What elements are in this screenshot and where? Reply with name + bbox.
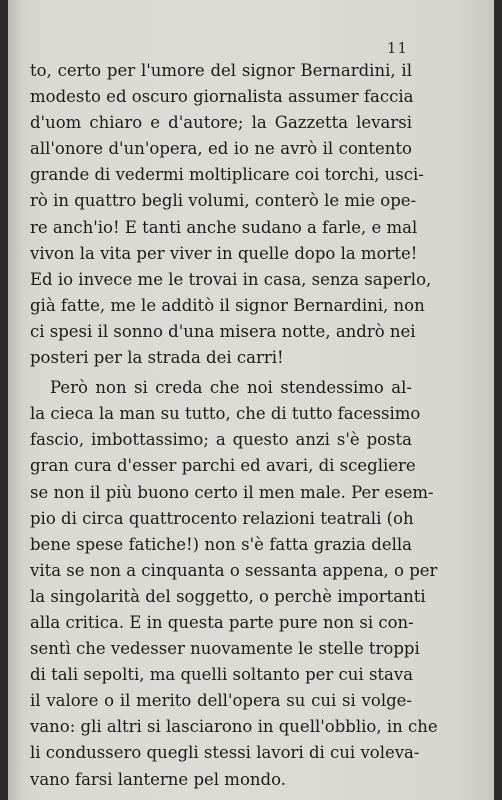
- text-line: di tali sepolti, ma quelli soltanto per cui stava: [30, 665, 414, 685]
- text-line: vano farsi lanterne pel mondo.: [30, 769, 286, 789]
- text-line: re anch'io! E tanti anche sudano a farle, e mal: [30, 217, 418, 237]
- page-number: 11: [386, 39, 408, 57]
- text-line: Ed io invece me le trovai in casa, senza saperlo,: [30, 269, 432, 289]
- text-line: ci spesi il sonno d'una misera notte, andrò nei: [30, 321, 416, 341]
- text-line: li condussero quegli stessi lavori di cui voleva-: [30, 743, 420, 763]
- paragraph-1: [30, 58, 432, 371]
- text-line: la singolarità del soggetto, o perchè importanti: [30, 586, 426, 606]
- text-line: il valore o il merito dell'opera su cui si volge-: [30, 691, 412, 711]
- text-line: d'uom chiaro e d'autore; la Gazzetta levarsi: [30, 113, 412, 133]
- paragraph-2: [30, 375, 438, 793]
- text-line: modesto ed oscuro giornalista assumer faccia: [30, 87, 414, 107]
- text-line: vita se non a cinquanta o sessanta appena, o per: [30, 560, 438, 580]
- text-line: vivon la vita per viver in quelle dopo la morte!: [30, 243, 418, 263]
- text-line: gran cura d'esser parchi ed avari, di scegliere: [30, 456, 416, 476]
- text-line: fascio, imbottassimo; a questo anzi s'è posta: [30, 430, 412, 450]
- text-line: se non il più buono certo il men male. Per esem-: [30, 482, 434, 502]
- text-line: alla critica. E in questa parte pure non si con-: [30, 612, 414, 632]
- text-line: all'onore d'un'opera, ed io ne avrò il contento: [30, 139, 412, 159]
- text-line: già fatte, me le additò il signor Bernardini, non: [30, 295, 425, 315]
- text-line: vano: gli altri si lasciarono in quell'obblio, in che: [30, 717, 438, 737]
- text-line: la cieca la man su tutto, che di tutto facessimo: [30, 404, 421, 424]
- text-line: pio di circa quattrocento relazioni teatrali (oh: [30, 508, 414, 528]
- text-line: rò in quattro begli volumi, conterò le mie ope-: [30, 191, 417, 211]
- text-line: bene spese fatiche!) non s'è fatta grazia della: [30, 534, 412, 554]
- text-line: Però non si creda che noi stendessimo al-: [50, 378, 412, 398]
- text-line: grande di vedermi moltiplicare coi torchi, usci-: [30, 165, 424, 185]
- text-line: sentì che vedesser nuovamente le stelle troppi: [30, 639, 420, 659]
- book-page: [8, 0, 494, 800]
- text-line: posteri per la strada dei carri!: [30, 348, 284, 368]
- text-line: to, certo per l'umore del signor Bernardini, il: [30, 61, 412, 80]
- body-text: [30, 58, 438, 793]
